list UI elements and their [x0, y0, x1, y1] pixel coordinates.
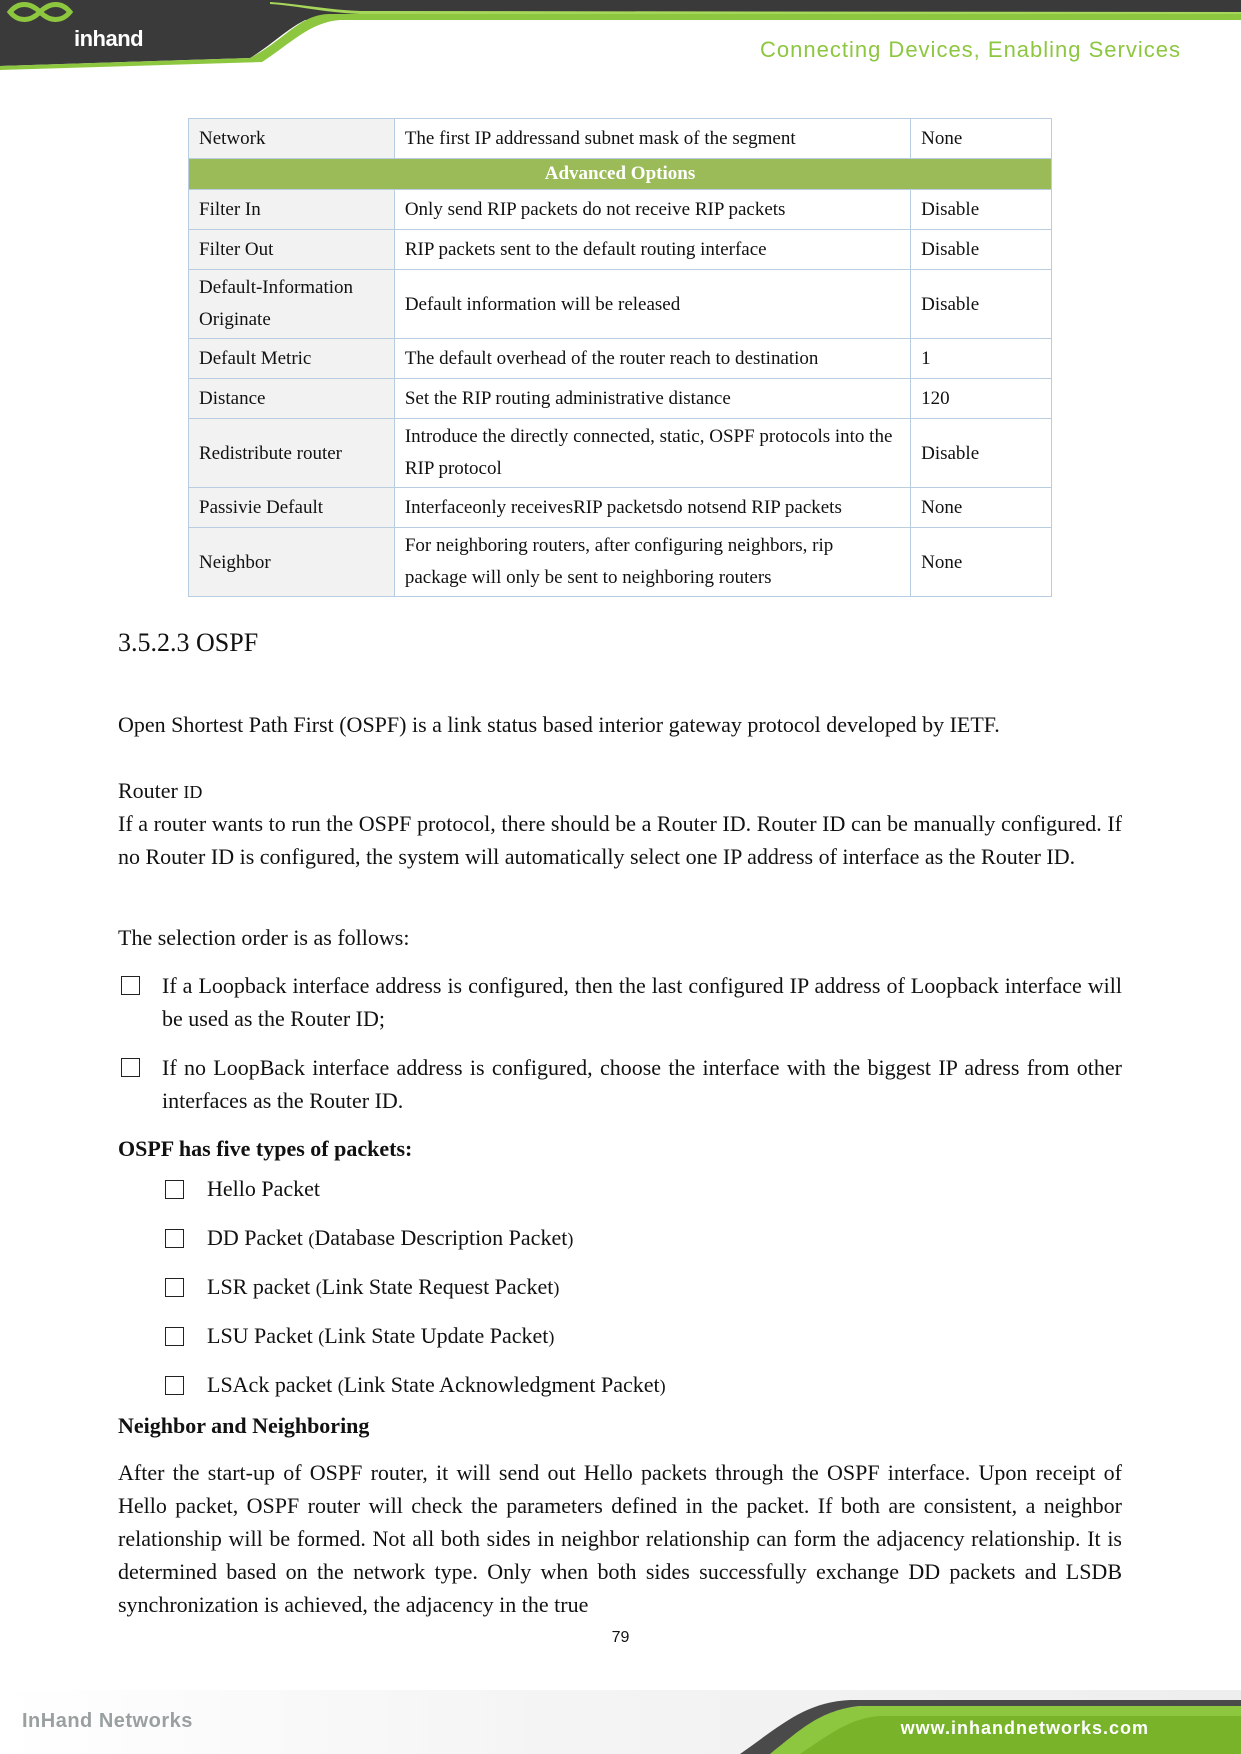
- page-number: 79: [611, 1629, 630, 1646]
- param-name: Default Metric: [189, 339, 395, 379]
- section-label: Advanced Options: [189, 159, 1052, 190]
- list-item: [207, 1172, 320, 1205]
- header-slogan: Connecting Devices, Enabling Services: [760, 37, 1181, 62]
- param-description: Only send RIP packets do not receive RIP packets: [394, 190, 910, 230]
- packet-detail: Link State Acknowledgment Packet: [343, 1372, 660, 1397]
- intro-paragraph: Open Shortest Path First (OSPF) is a link status based interior gateway protocol developed by IETF.: [118, 712, 1000, 737]
- packets-heading: OSPF has five types of packets:: [118, 1136, 413, 1161]
- param-description: The default overhead of the router reach to destination: [394, 339, 910, 379]
- list-item: If no LoopBack interface address is configured, choose the interface with the biggest IP adress from other interfaces as the Router ID.: [162, 1055, 1122, 1113]
- param-default: Disable: [911, 190, 1052, 230]
- section-title: 3.5.2.3 OSPF: [118, 628, 259, 657]
- packet-name: LSR packet: [207, 1274, 311, 1299]
- packet-name: DD Packet: [207, 1225, 303, 1250]
- param-description: RIP packets sent to the default routing interface: [394, 230, 910, 270]
- param-name: Redistribute router: [189, 419, 395, 488]
- packet-detail: Link State Update Packet: [324, 1323, 549, 1348]
- checkbox-icon: [165, 1376, 184, 1395]
- checkbox-icon: [121, 1058, 140, 1077]
- selection-order-text: The selection order is as follows:: [118, 925, 410, 950]
- param-default: 120: [911, 379, 1052, 419]
- param-description: Default information will be released: [394, 270, 910, 339]
- inhand-logo-icon: [0, 0, 80, 50]
- logo-text: inhand: [74, 26, 144, 51]
- packet-detail: Database Description Packet: [314, 1225, 568, 1250]
- page-footer: [0, 1690, 1241, 1754]
- param-name: Neighbor: [189, 528, 395, 597]
- param-name: Distance: [189, 379, 395, 419]
- param-name: Filter In: [189, 190, 395, 230]
- table-section-header: [189, 159, 1052, 190]
- list-item: LSAck packet (Link State Acknowledgment Packet): [207, 1372, 666, 1397]
- router-id-label: [118, 774, 1122, 809]
- param-name: Filter Out: [189, 230, 395, 270]
- list-item: DD Packet (Database Description Packet): [207, 1225, 574, 1250]
- table-row: [189, 339, 1052, 379]
- router-id-label-small: ID: [183, 782, 203, 802]
- table-row: [189, 379, 1052, 419]
- list-item: LSR packet (Link State Request Packet): [207, 1274, 560, 1299]
- table-row: [189, 528, 1052, 597]
- checkbox-icon: [121, 976, 140, 995]
- param-description: Set the RIP routing administrative distance: [394, 379, 910, 419]
- footer-website[interactable]: www.inhandnetworks.com: [900, 1718, 1149, 1738]
- list-item: If a Loopback interface address is configured, then the last configured IP address of Loopback interface will be used as the Router ID;: [162, 973, 1122, 1031]
- packet-name: LSU Packet: [207, 1323, 313, 1348]
- list-item: LSU Packet (Link State Update Packet): [207, 1323, 555, 1348]
- neighbor-heading: Neighbor and Neighboring: [118, 1413, 370, 1438]
- param-name: Default-Information Originate: [189, 270, 395, 339]
- table-row: [189, 488, 1052, 528]
- param-default: Disable: [911, 230, 1052, 270]
- table-row: [189, 419, 1052, 488]
- table-row: [189, 190, 1052, 230]
- param-name: Network: [189, 119, 395, 159]
- router-id-paragraph: If a router wants to run the OSPF protocol, there should be a Router ID. Router ID can be manually configured. If no Router ID is configured, the system will automatically select one IP address of interface as the Router ID.: [118, 811, 1122, 869]
- param-default: Disable: [911, 419, 1052, 488]
- rip-parameters-table: [188, 118, 1052, 597]
- packet-detail: Link State Request Packet: [321, 1274, 554, 1299]
- param-description: For neighboring routers, after configuring neighbors, rip package will only be sent to neighboring routers: [394, 528, 910, 597]
- param-default: None: [911, 119, 1052, 159]
- param-default: Disable: [911, 270, 1052, 339]
- packet-name: Hello Packet: [207, 1176, 321, 1201]
- param-default: None: [911, 528, 1052, 597]
- checkbox-icon: [165, 1327, 184, 1346]
- page-header: [0, 0, 1241, 70]
- checkbox-icon: [165, 1278, 184, 1297]
- neighbor-paragraph: After the start-up of OSPF router, it will send out Hello packets through the OSPF interface. Upon receipt of Hello packet, OSPF router will check the parameters defined in the packet. If both are consistent, a neighbor relationship will be formed. Not all both sides in neighbor relationship can form the adjacency relationship. It is determined based on the network type. Only when both sides successfully exchange DD packets and LSDB synchronization is achieved, the adjacency in the true: [118, 1460, 1122, 1617]
- param-default: None: [911, 488, 1052, 528]
- checkbox-icon: [165, 1180, 184, 1199]
- table-row: [189, 270, 1052, 339]
- table-row: [189, 230, 1052, 270]
- param-description: Introduce the directly connected, static, OSPF protocols into the RIP protocol: [394, 419, 910, 488]
- packet-name: LSAck packet: [207, 1372, 333, 1397]
- param-default: 1: [911, 339, 1052, 379]
- param-description: Interfaceonly receivesRIP packetsdo notsend RIP packets: [394, 488, 910, 528]
- checkbox-icon: [165, 1229, 184, 1248]
- param-name: Passivie Default: [189, 488, 395, 528]
- param-description: The first IP addressand subnet mask of the segment: [394, 119, 910, 159]
- table-row: [189, 119, 1052, 159]
- footer-company: InHand Networks: [22, 1710, 193, 1732]
- router-id-label-text: Router: [118, 778, 184, 803]
